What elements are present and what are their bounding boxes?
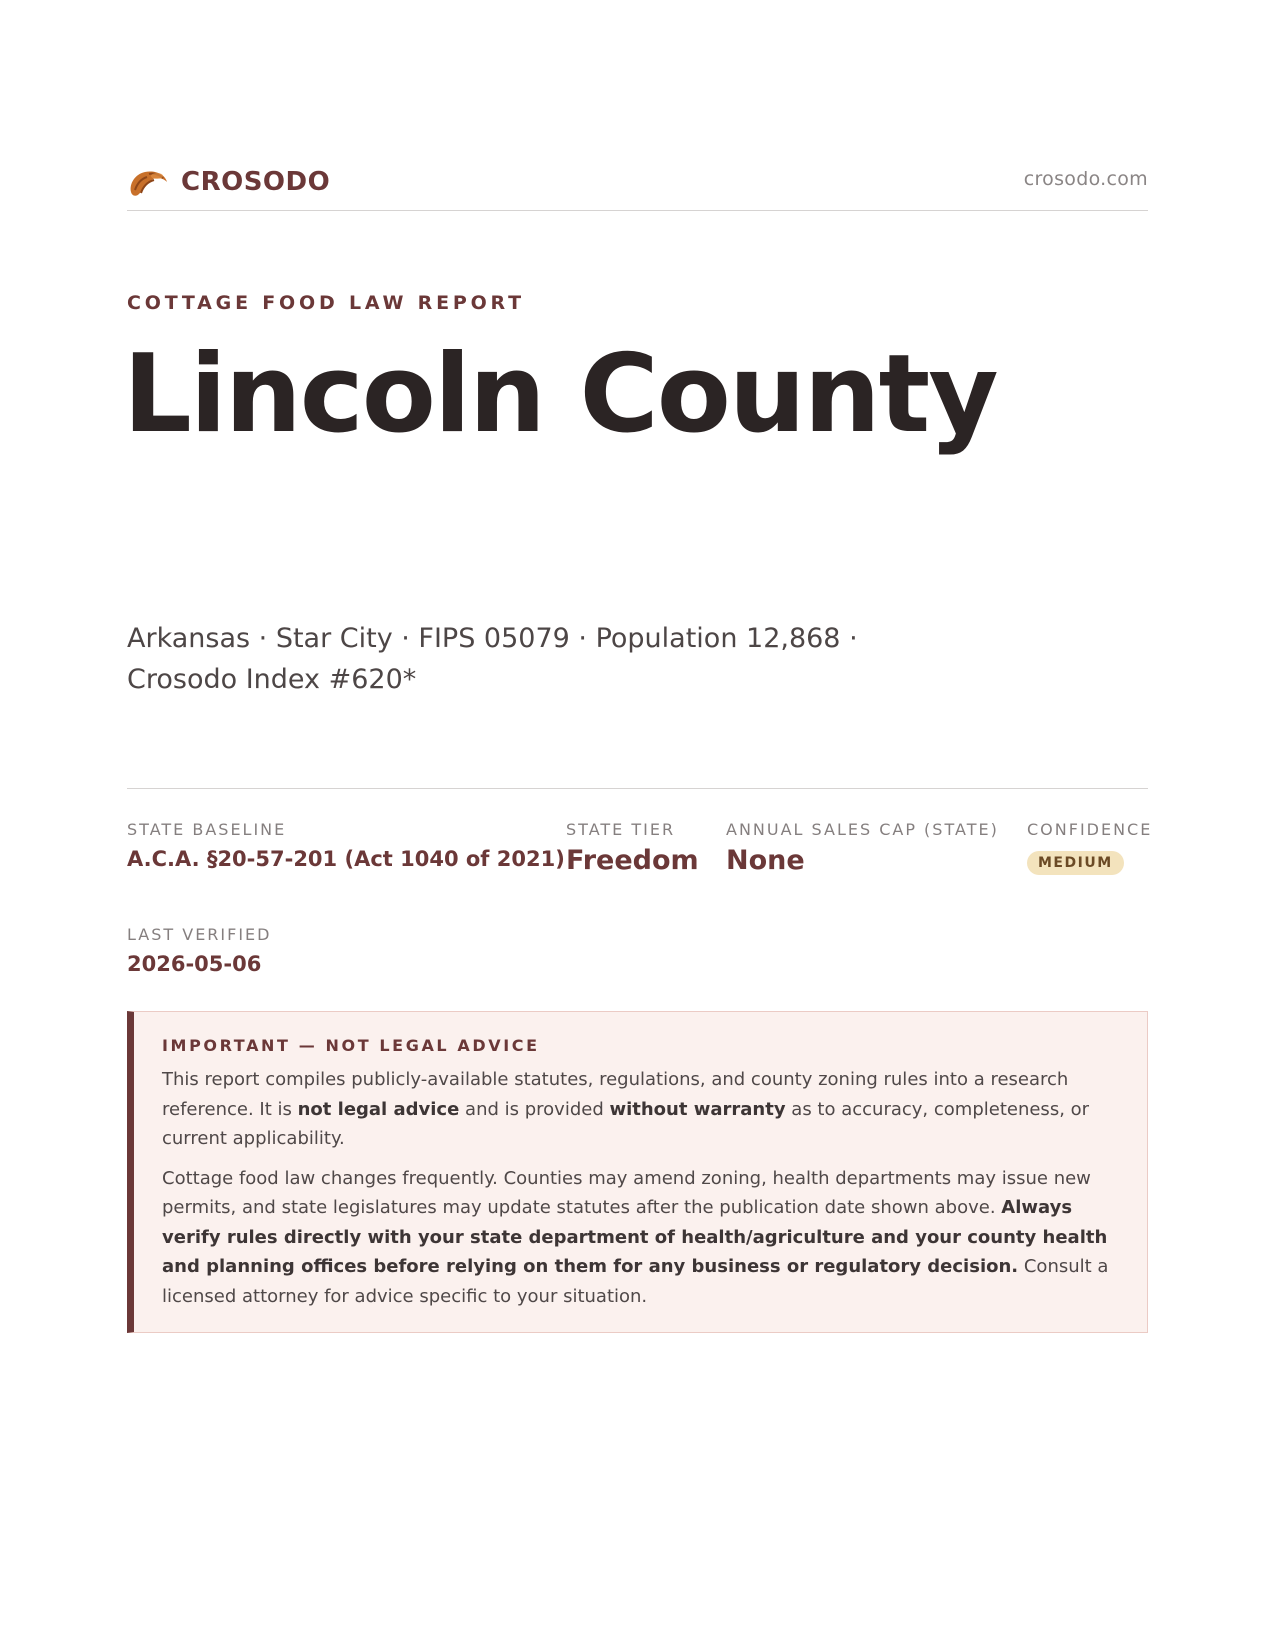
notice-title: IMPORTANT — NOT LEGAL ADVICE (162, 1036, 540, 1055)
notice-emphasis: Always verify rules directly with your state department of health/agriculture and your county health and planning offices before relying on them for any business or regulatory decision. (162, 1197, 1108, 1277)
stat-state-baseline (127, 820, 565, 871)
report-page (123, 0, 1153, 1650)
notice-text: Consult a licensed attorney for advice specific to your situation. (162, 1256, 1109, 1307)
stat-label: CONFIDENCE (1027, 820, 1153, 839)
notice-emphasis: not legal advice (297, 1098, 460, 1120)
notice-text: This report compiles publicly-available statutes, regulations, and county zoning rules into a research reference. It is (162, 1069, 1069, 1120)
notice-text: and is provided (459, 1098, 610, 1120)
stat-state-tier (566, 820, 699, 876)
stat-label: STATE TIER (566, 820, 676, 839)
legal-notice (127, 1011, 1148, 1333)
page-header (127, 158, 1148, 211)
croissant-icon (127, 162, 169, 202)
notice-paragraph (162, 1065, 1123, 1154)
stat-confidence (1027, 820, 1152, 875)
stat-label: STATE BASELINE (127, 820, 287, 839)
notice-paragraph (162, 1164, 1123, 1312)
notice-emphasis: without warranty (609, 1098, 786, 1120)
site-url-link[interactable]: crosodo.com (1023, 168, 1148, 190)
stat-label: ANNUAL SALES CAP (STATE) (726, 820, 999, 839)
page-title: Lincoln County (123, 332, 997, 457)
stat-last-verified (127, 925, 271, 976)
brand[interactable] (127, 162, 330, 202)
stat-value: A.C.A. §20-57-201 (Act 1040 of 2021) (127, 847, 565, 871)
confidence-badge: MEDIUM (1027, 851, 1124, 875)
section-divider (127, 788, 1148, 789)
stat-value: None (726, 845, 805, 876)
stat-value: 2026-05-06 (127, 952, 262, 976)
stat-sales-cap (726, 820, 999, 876)
notice-text: Cottage food law changes frequently. Counties may amend zoning, health departments may issue new permits, and state legislatures may update statutes after the publication date shown above. (162, 1167, 1091, 1218)
report-eyebrow: COTTAGE FOOD LAW REPORT (127, 292, 525, 314)
brand-name: CROSODO (181, 167, 331, 197)
report-subtitle: Arkansas · Star City · FIPS 05079 · Population 12,868 · Crosodo Index #620* (127, 623, 858, 695)
stat-label: LAST VERIFIED (127, 925, 272, 944)
notice-text: as to accuracy, completeness, or current applicability. (162, 1098, 1090, 1149)
stat-value: Freedom (566, 845, 699, 876)
